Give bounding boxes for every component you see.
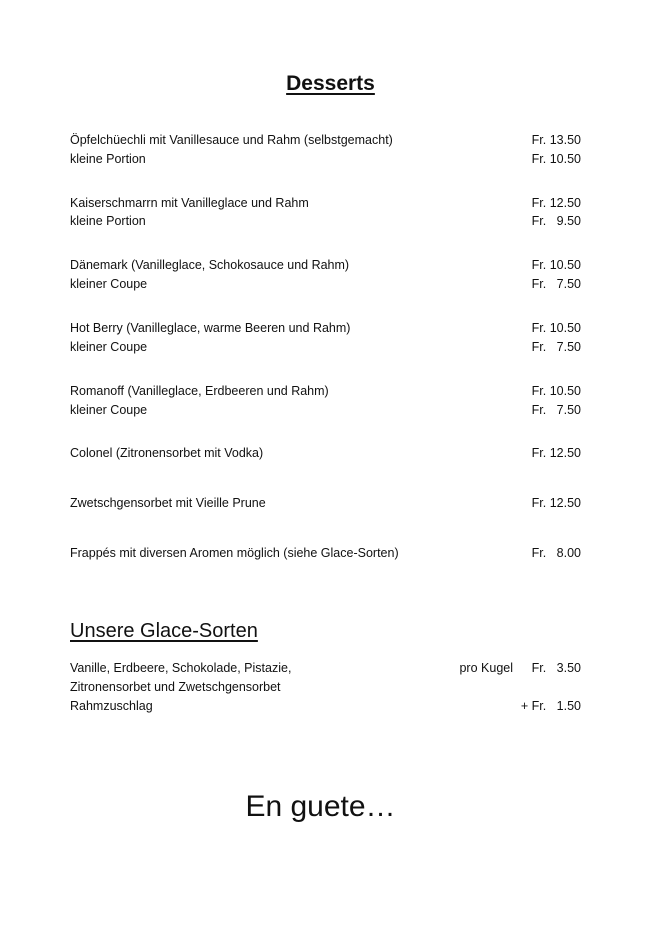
menu-item	[70, 275, 581, 293]
menu-item	[70, 256, 581, 274]
closing-text: En guete…	[245, 790, 396, 823]
item-name: kleine Portion	[70, 214, 146, 228]
item-name: kleiner Coupe	[70, 277, 148, 291]
glace-flavors-line2: Zitronensorbet und Zwetschgensorbet	[70, 680, 281, 694]
item-price: Fr. 12.50	[531, 496, 581, 510]
item-name: kleiner Coupe	[70, 403, 148, 417]
item-price: Fr. 7.50	[531, 277, 581, 291]
item-price: Fr. 12.50	[531, 446, 581, 460]
item-price: Fr. 8.00	[531, 546, 581, 560]
menu-item	[70, 131, 581, 149]
item-name: kleiner Coupe	[70, 340, 148, 354]
glace-flavors-row	[70, 678, 581, 696]
menu-item	[70, 212, 581, 230]
menu-item	[70, 150, 581, 168]
menu-item	[70, 544, 581, 562]
item-price: Fr. 10.50	[531, 321, 581, 335]
item-name: Hot Berry (Vanilleglace, warme Beeren und Rahm)	[70, 321, 351, 335]
surcharge-row	[70, 697, 581, 715]
item-name: Kaiserschmarrn mit Vanilleglace und Rahm	[70, 196, 309, 210]
item-price: Fr. 10.50	[531, 258, 581, 272]
menu-item	[70, 444, 581, 462]
menu-item	[70, 401, 581, 419]
item-name: Öpfelchüechli mit Vanillesauce und Rahm (selbstgemacht)	[70, 133, 393, 147]
surcharge-label: Rahmzuschlag	[70, 699, 153, 713]
glace-unit: pro Kugel	[459, 661, 513, 675]
menu-item	[70, 319, 581, 337]
menu-title	[0, 72, 661, 96]
menu-title-text: Desserts	[286, 72, 375, 95]
item-price: Fr. 10.50	[531, 152, 581, 166]
item-price: Fr. 10.50	[531, 384, 581, 398]
menu-item	[70, 382, 581, 400]
menu-item	[70, 338, 581, 356]
item-price: Fr. 9.50	[531, 214, 581, 228]
glace-price: Fr. 3.50	[531, 661, 581, 675]
item-price: Fr. 13.50	[531, 133, 581, 147]
item-name: Dänemark (Vanilleglace, Schokosauce und Rahm)	[70, 258, 350, 272]
item-name: kleine Portion	[70, 152, 146, 166]
item-name: Frappés mit diversen Aromen möglich (siehe Glace-Sorten)	[70, 546, 399, 560]
item-name: Romanoff (Vanilleglace, Erdbeeren und Rahm)	[70, 384, 329, 398]
glace-flavors-row	[70, 659, 581, 677]
item-price: Fr. 7.50	[531, 403, 581, 417]
item-name: Colonel (Zitronensorbet mit Vodka)	[70, 446, 264, 460]
item-price: Fr. 12.50	[531, 196, 581, 210]
menu-item	[70, 194, 581, 212]
item-price: Fr. 7.50	[531, 340, 581, 354]
item-name: Zwetschgensorbet mit Vieille Prune	[70, 496, 266, 510]
menu-item	[70, 494, 581, 512]
glace-flavors-line1: Vanille, Erdbeere, Schokolade, Pistazie,	[70, 661, 292, 675]
glace-section-title: Unsere Glace-Sorten	[70, 620, 258, 642]
surcharge-price: + Fr. 1.50	[520, 699, 581, 713]
